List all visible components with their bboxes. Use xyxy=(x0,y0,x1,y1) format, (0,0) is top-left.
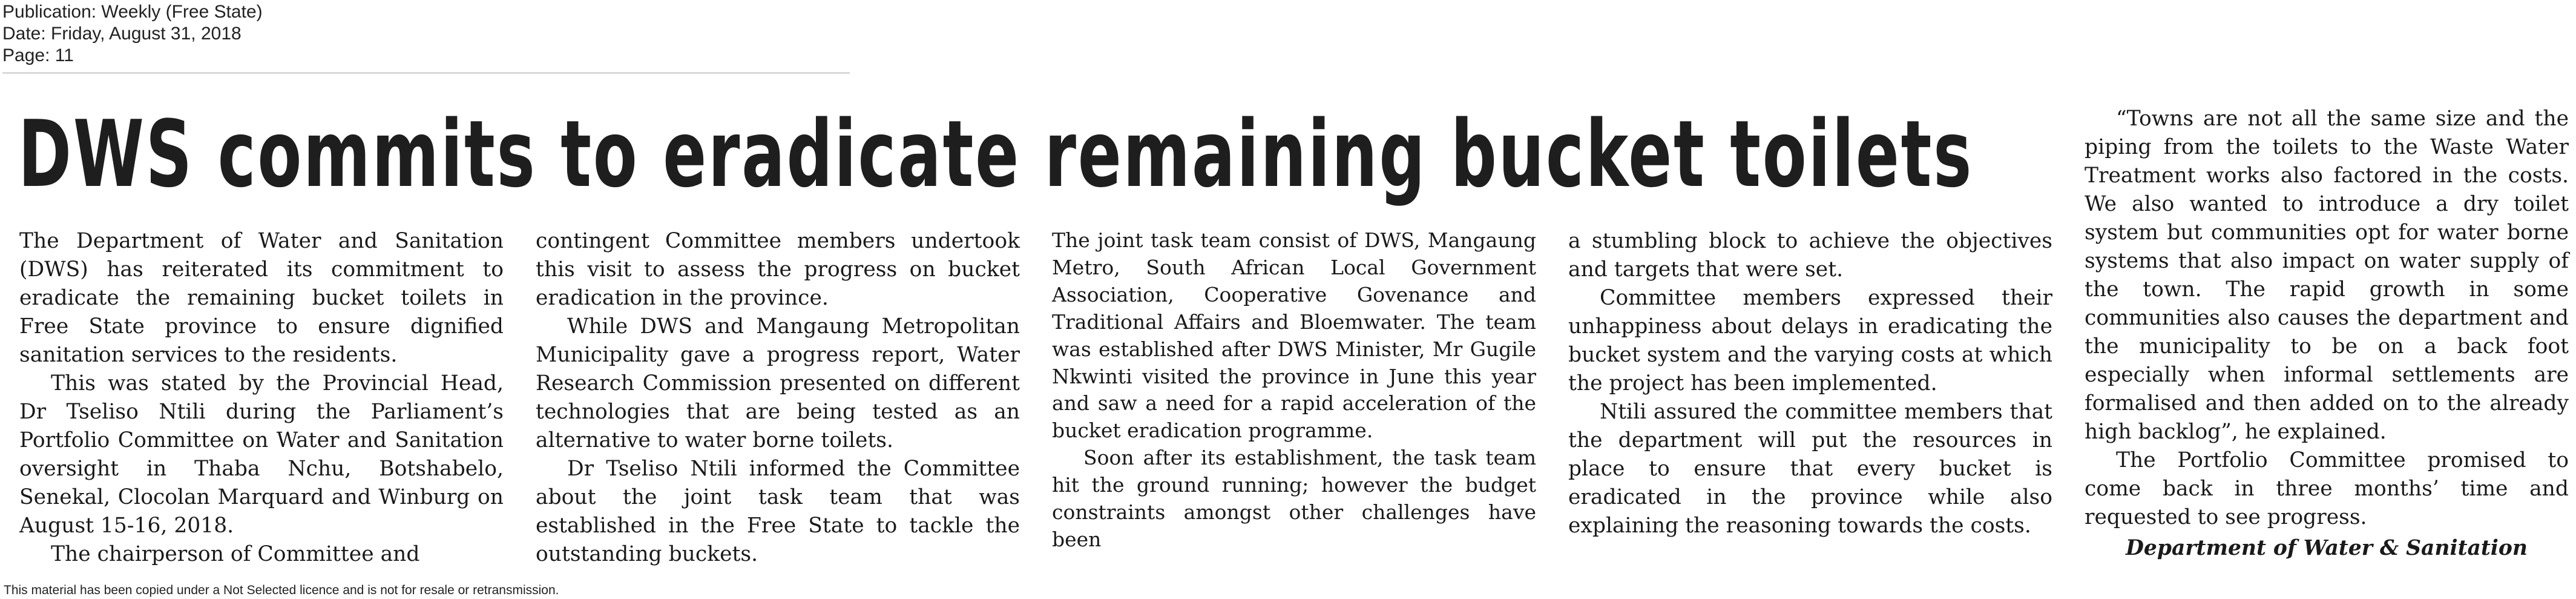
date-line: Date: Friday, August 31, 2018 xyxy=(2,24,242,44)
paragraph: contingent Committee members undertook this visit to assess the progress on bucket eradication in the province. xyxy=(536,229,1020,310)
publication-meta xyxy=(2,1,263,67)
paragraph: This was stated by the Provincial Head, Dr Tseliso Ntili during the Parliament’s Portfolio Committee on Water and Sanitation oversight in Thaba Nchu, Botshabelo, Senekal, Clocolan Marquard and Winburg on August 15-16, 2018. xyxy=(19,371,504,538)
paragraph: Dr Tseliso Ntili informed the Committee about the joint task team that was established in the Free State to tackle the outstanding buckets. xyxy=(536,457,1020,566)
article-column-5 xyxy=(2085,105,2569,563)
paragraph: The Portfolio Committee promised to come back in three months’ time and requested to see progress. xyxy=(2085,448,2569,529)
article-column-2 xyxy=(536,227,1020,569)
paragraph: The chairperson of Committee and xyxy=(51,542,420,566)
article-headline: DWS commits to eradicate remaining bucket toilets xyxy=(18,101,1974,208)
paragraph: The Department of Water and Sanitation (DWS) has reiterated its commitment to eradicate the remaining bucket toilets in Free State province to ensure dignified sanitation services to the residents. xyxy=(19,229,504,367)
paragraph: While DWS and Mangaung Metropolitan Municipality gave a progress report, Water Research Commission presented on different technologies that are being tested as an alternative to water borne toilets. xyxy=(536,314,1020,452)
article-column-3 xyxy=(1052,227,1536,554)
paragraph: Committee members expressed their unhappiness about delays in eradicating the bucket system and the varying costs at which the project has been implemented. xyxy=(1568,286,2052,395)
paragraph: Soon after its establishment, the task team hit the ground running; however the budget constraints amongst other challenges have been xyxy=(1052,446,1536,551)
paragraph: Ntili assured the committee members that the department will put the resources in place to ensure that every bucket is eradicated in the province while also explaining the reasoning towards the costs. xyxy=(1568,400,2052,538)
article-column-1 xyxy=(19,227,504,569)
paragraph: “Towns are not all the same size and the piping from the toilets to the Waste Water Treatment works also factored in the costs. We also wanted to introduce a dry toilet system but communities opt for water borne systems that also impact on water supply of the town. The rapid growth in some communities also causes the department and the municipality to be on a back foot especially when informal settlements are formalised and then added on to the already high backlog”, he explained. xyxy=(2085,107,2569,444)
page-line: Page: 11 xyxy=(2,45,74,65)
publication-line: Publication: Weekly (Free State) xyxy=(2,2,263,22)
byline-signature: Department of Water & Sanitation xyxy=(2125,536,2528,560)
article-column-4 xyxy=(1568,227,2052,540)
licence-footer: This material has been copied under a Not Selected licence and is not for resale or retransmission. xyxy=(4,583,559,597)
paragraph: a stumbling block to achieve the objectives and targets that were set. xyxy=(1568,229,2052,282)
paragraph: The joint task team consist of DWS, Mangaung Metro, South African Local Government Association, Cooperative Govenance and Traditional Affairs and Bloemwater. The team was established after DWS Minister, Mr Gugile Nkwinti visited the province in June this year and saw a need for a rapid acceleration of the bucket eradication programme. xyxy=(1052,228,1536,443)
